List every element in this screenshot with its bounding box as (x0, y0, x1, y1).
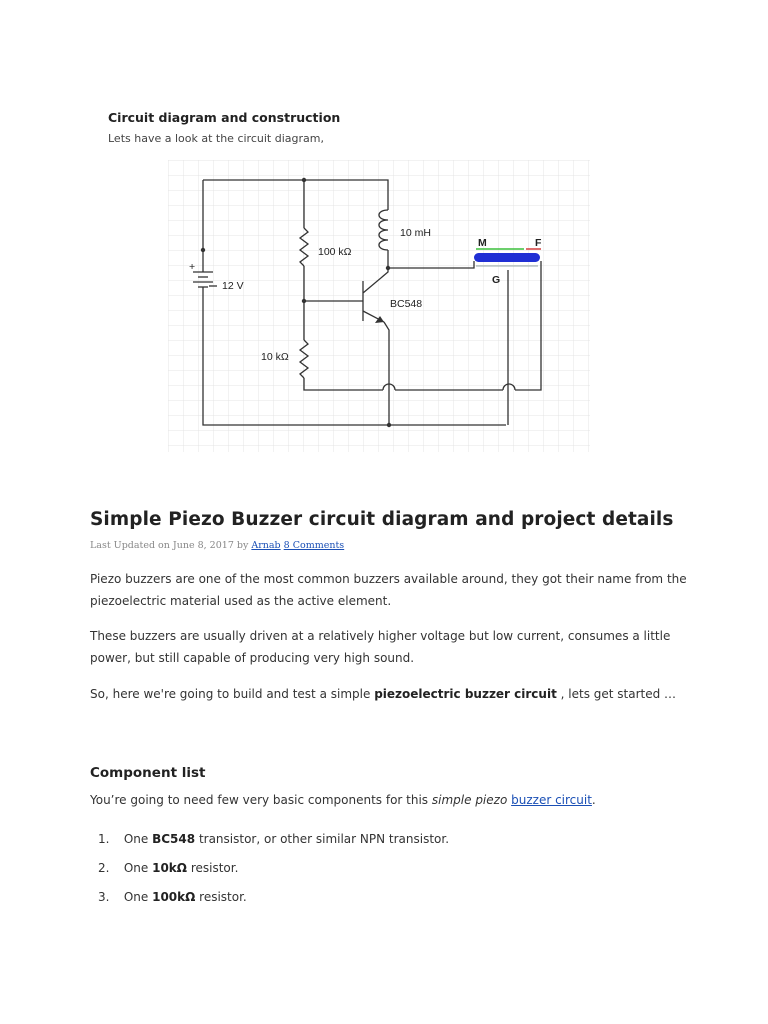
list-number: 1. (98, 832, 110, 846)
piezo-m-label: M (478, 237, 487, 249)
list-text-before: One (123, 890, 149, 904)
piezo-g-label: G (492, 274, 501, 286)
section-heading: Circuit diagram and construction (108, 110, 341, 125)
list-item (98, 857, 449, 886)
r1-label: 100 kΩ (318, 246, 352, 258)
p3-text-after: , lets get started … (560, 687, 677, 701)
p4-text-before: You’re going to need few very basic components for this (90, 793, 429, 807)
paragraph-components-intro (90, 789, 690, 811)
list-bold: BC548 (152, 832, 196, 846)
list-number: 2. (98, 861, 110, 875)
meta-prefix: Last Updated on June 8, 2017 by (90, 540, 249, 551)
piezo-element (474, 253, 540, 262)
list-bold: 100kΩ (152, 890, 196, 904)
paragraph-voltage: These buzzers are usually driven at a relatively higher voltage but low current, consumes a little power, but still capable of producing very high sound. (90, 629, 671, 665)
p3-text-before: So, here we're going to build and test a simple (90, 687, 371, 701)
list-number: 3. (98, 890, 110, 904)
list-text-before: One (123, 861, 149, 875)
paragraph-build (90, 683, 690, 705)
transistor-label: BC548 (390, 298, 423, 310)
list-text-after: resistor. (190, 861, 239, 875)
list-item (98, 828, 449, 857)
battery-label: 12 V (222, 280, 244, 292)
circuit-diagram (168, 160, 590, 452)
article-title: Simple Piezo Buzzer circuit diagram and project details (90, 509, 674, 530)
p4-text-after: . (591, 793, 596, 807)
list-bold: 10kΩ (152, 861, 187, 875)
component-list (98, 828, 449, 915)
component-list-heading: Component list (90, 765, 206, 781)
list-text-after: transistor, or other similar NPN transistor. (198, 832, 450, 846)
paragraph-intro: Piezo buzzers are one of the most common buzzers available around, they got their name from the piezoelectric material used as the active element. (90, 572, 687, 608)
post-meta (90, 540, 344, 551)
list-text-after: resistor. (199, 890, 247, 904)
list-text-before: One (123, 832, 149, 846)
section-intro: Lets have a look at the circuit diagram, (108, 132, 324, 145)
inductor-label: 10 mH (400, 227, 431, 239)
comments-link[interactable]: 8 Comments (283, 540, 345, 551)
buzzer-circuit-link[interactable]: buzzer circuit (511, 793, 592, 807)
battery-plus-label: + (189, 261, 196, 273)
p3-bold-text: piezoelectric buzzer circuit (374, 687, 557, 701)
r2-label: 10 kΩ (261, 351, 289, 363)
list-item (98, 886, 449, 915)
p4-italic-text: simple piezo (431, 793, 508, 807)
grid-background (168, 160, 590, 452)
piezo-f-label: F (535, 237, 542, 249)
author-link[interactable]: Arnab (251, 540, 281, 551)
